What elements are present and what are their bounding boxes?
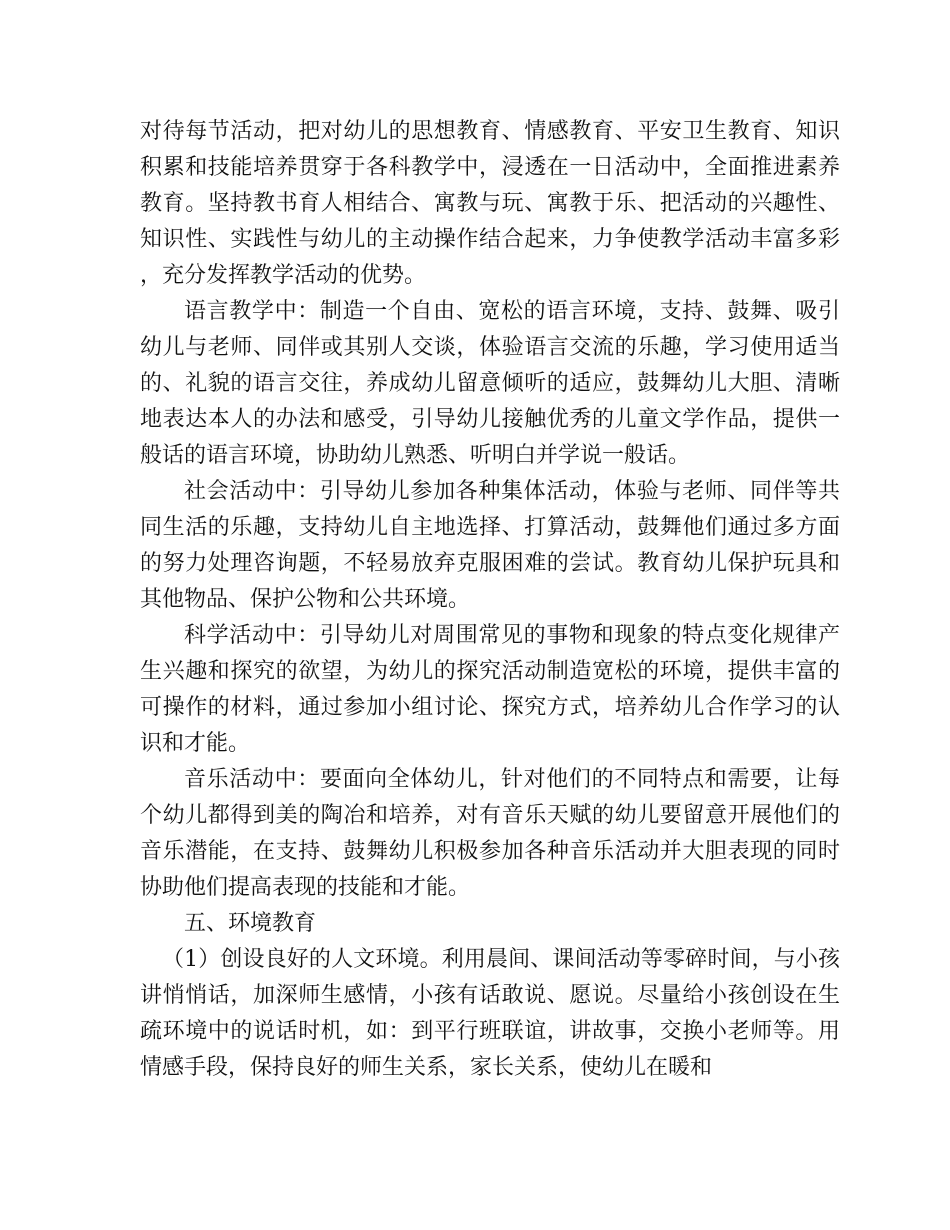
paragraph-social-activities: 社会活动中：引导幼儿参加各种集体活动，体验与老师、同伴等共同生活的乐趣，支持幼儿自主地选择、打算活动，鼓舞他们通过多方面的努力处理咨询题，不轻易放弃克服困难的尝试。教育幼儿保护玩具和其他物品、保护公物和公共环境。	[140, 479, 840, 612]
document-body	[140, 114, 840, 1086]
paragraph-humanistic-environment: （1）创设良好的人文环境。利用晨间、课间活动等零碎时间，与小孩讲悄悄话，加深师生感情，小孩有话敢说、愿说。尽量给小孩创设在生疏环境中的说话时机，如：到平行班联谊，讲故事，交换小老师等。用情感手段，保持良好的师生关系，家长关系，使幼儿在暖和	[140, 947, 840, 1080]
paragraph-science-activities: 科学活动中：引导幼儿对周围常见的事物和现象的特点变化规律产生兴趣和探究的欲望，为幼儿的探究活动制造宽松的环境，提供丰富的可操作的材料，通过参加小组讨论、探究方式，培养幼儿合作学习的认识和才能。	[140, 623, 840, 756]
paragraph-music-activities: 音乐活动中：要面向全体幼儿，针对他们的不同特点和需要，让每个幼儿都得到美的陶冶和培养，对有音乐天赋的幼儿要留意开展他们的音乐潜能，在支持、鼓舞幼儿积极参加各种音乐活动并大胆表现的同时协助他们提高表现的技能和才能。	[140, 767, 840, 900]
paragraph-language-teaching: 语言教学中：制造一个自由、宽松的语言环境，支持、鼓舞、吸引幼儿与老师、同伴或其别人交谈，体验语言交流的乐趣，学习使用适当的、礼貌的语言交往，养成幼儿留意倾听的适应，鼓舞幼儿大胆、清晰地表达本人的办法和感受，引导幼儿接触优秀的儿童文学作品，提供一般话的语言环境，协助幼儿熟悉、听明白并学说一般话。	[140, 299, 840, 468]
section-heading-environment-education: 五、环境教育	[184, 911, 317, 936]
paragraph-intro: 对待每节活动，把对幼儿的思想教育、情感教育、平安卫生教育、知识积累和技能培养贯穿于各科教学中，浸透在一日活动中，全面推进素养教育。坚持教书育人相结合、寓教与玩、寓教于乐、把活动的兴趣性、知识性、实践性与幼儿的主动操作结合起来，力争使教学活动丰富多彩，充分发挥教学活动的优势。	[140, 119, 840, 288]
